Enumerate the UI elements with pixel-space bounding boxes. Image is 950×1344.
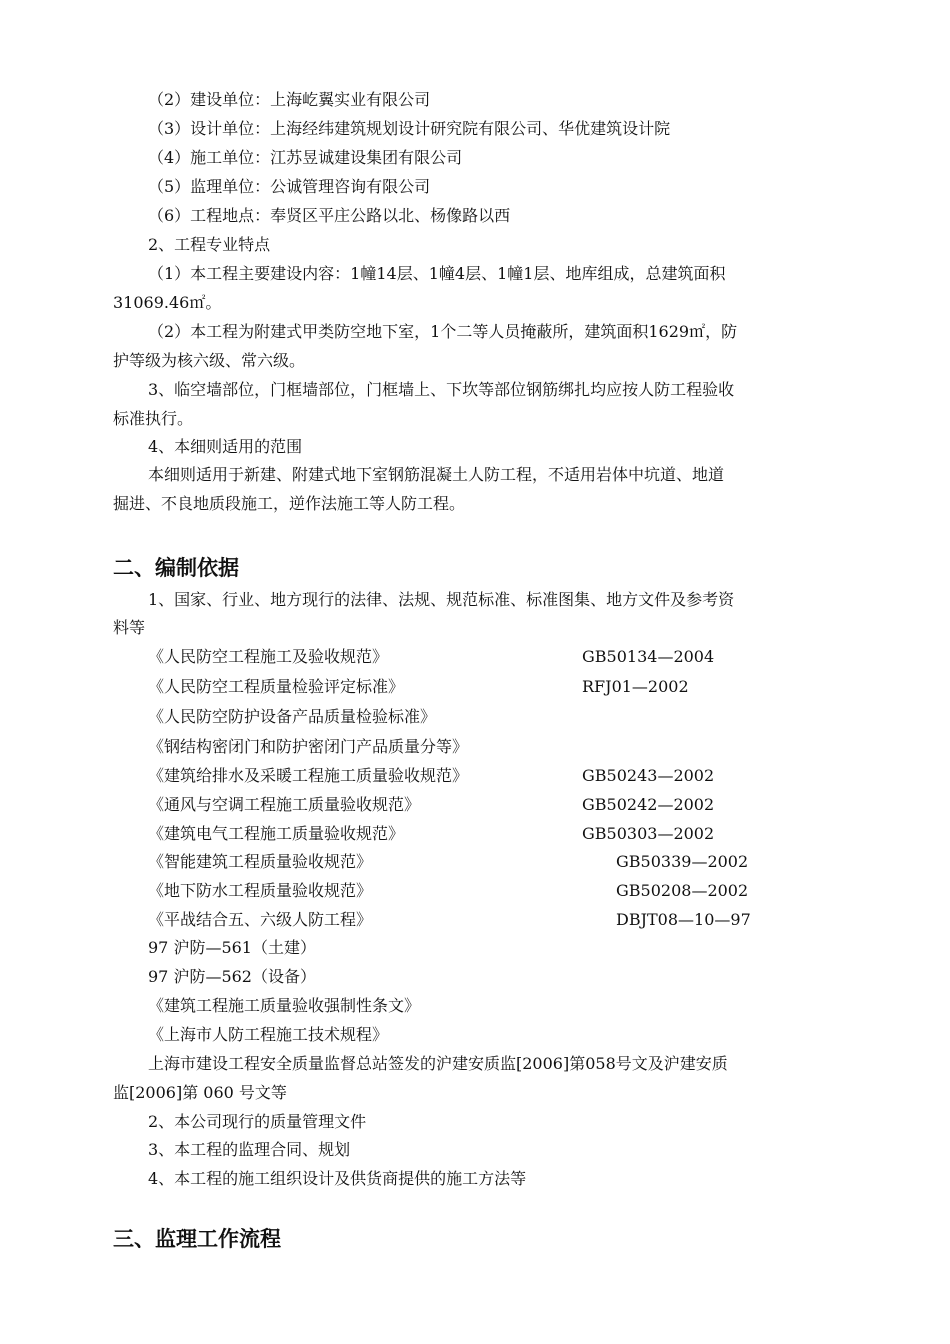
project-supervisor: （5）监理单位：公诚管理咨询有限公司 [148,177,431,196]
project-contractor: （4）施工单位：江苏昱诚建设集团有限公司 [148,148,463,167]
standard-name: 《地下防水工程质量验收规范》 [148,881,373,900]
standard-name: 《建筑电气工程施工质量验收规范》 [148,824,405,843]
section3-line2: 标准执行。 [113,409,194,428]
basis-item4: 4、本工程的施工组织设计及供货商提供的施工方法等 [148,1169,527,1188]
features-title: 2、工程专业特点 [148,235,271,254]
standard-name: 《建筑给排水及采暖工程施工质量验收规范》 [148,766,469,785]
features-item1-line2: 31069.46㎡。 [113,293,222,312]
basis-item2: 2、本公司现行的质量管理文件 [148,1112,367,1131]
standard-name: 《钢结构密闭门和防护密闭门产品质量分等》 [148,737,469,756]
standard-code: DBJT08—10—97 [616,910,751,929]
workflow-heading: 三、监理工作流程 [113,1227,281,1251]
standard-name: 《平战结合五、六级人防工程》 [148,910,373,929]
misc-reference: 《上海市人防工程施工技术规程》 [148,1025,389,1044]
misc-reference: 97 沪防—561（土建） [148,938,316,957]
basis-heading: 二、编制依据 [113,556,239,580]
notice-line1: 上海市建设工程安全质量监督总站签发的沪建安质监[2006]第058号文及沪建安质 [148,1054,728,1073]
standard-name: 《人民防空工程施工及验收规范》 [148,647,389,666]
basis-intro-line1: 1、国家、行业、地方现行的法律、法规、规范标准、标准图集、地方文件及参考资 [148,590,735,609]
section4-title: 4、本细则适用的范围 [148,437,303,456]
standard-code: GB50303—2002 [582,824,715,843]
features-item1-line1: （1）本工程主要建设内容：1幢14层、1幢4层、1幢1层、地库组成，总建筑面积 [148,264,726,283]
standard-code: GB50339—2002 [616,852,749,871]
features-item2-line2: 护等级为核六级、常六级。 [113,351,306,370]
notice-line2: 监[2006]第 060 号文等 [113,1083,287,1102]
standard-code: GB50134—2004 [582,647,715,666]
features-item2-line1: （2）本工程为附建式甲类防空地下室，1个二等人员掩蔽所，建筑面积1629㎡，防 [148,322,738,341]
standard-name: 《智能建筑工程质量验收规范》 [148,852,373,871]
misc-reference: 97 沪防—562（设备） [148,967,316,986]
standard-name: 《通风与空调工程施工质量验收规范》 [148,795,421,814]
project-location: （6）工程地点：奉贤区平庄公路以北、杨像路以西 [148,206,511,225]
standard-name: 《人民防空工程质量检验评定标准》 [148,677,405,696]
standard-name: 《人民防空防护设备产品质量检验标准》 [148,707,437,726]
standard-code: GB50243—2002 [582,766,715,785]
misc-reference: 《建筑工程施工质量验收强制性条文》 [148,996,421,1015]
standard-code: GB50208—2002 [616,881,749,900]
section4-line2: 掘进、不良地质段施工，逆作法施工等人防工程。 [113,494,466,513]
project-builder: （2）建设单位：上海屹翼实业有限公司 [148,90,431,109]
project-designer: （3）设计单位：上海经纬建筑规划设计研究院有限公司、华优建筑设计院 [148,119,671,138]
basis-item3: 3、本工程的监理合同、规划 [148,1140,351,1159]
basis-intro-line2: 料等 [113,618,146,637]
standard-code: GB50242—2002 [582,795,715,814]
section3-line1: 3、临空墙部位，门框墙部位，门框墙上、下坎等部位钢筋绑扎均应按人防工程验收 [148,380,735,399]
section4-line1: 本细则适用于新建、附建式地下室钢筋混凝土人防工程，不适用岩体中坑道、地道 [148,465,725,484]
standard-code: RFJ01—2002 [582,677,689,696]
